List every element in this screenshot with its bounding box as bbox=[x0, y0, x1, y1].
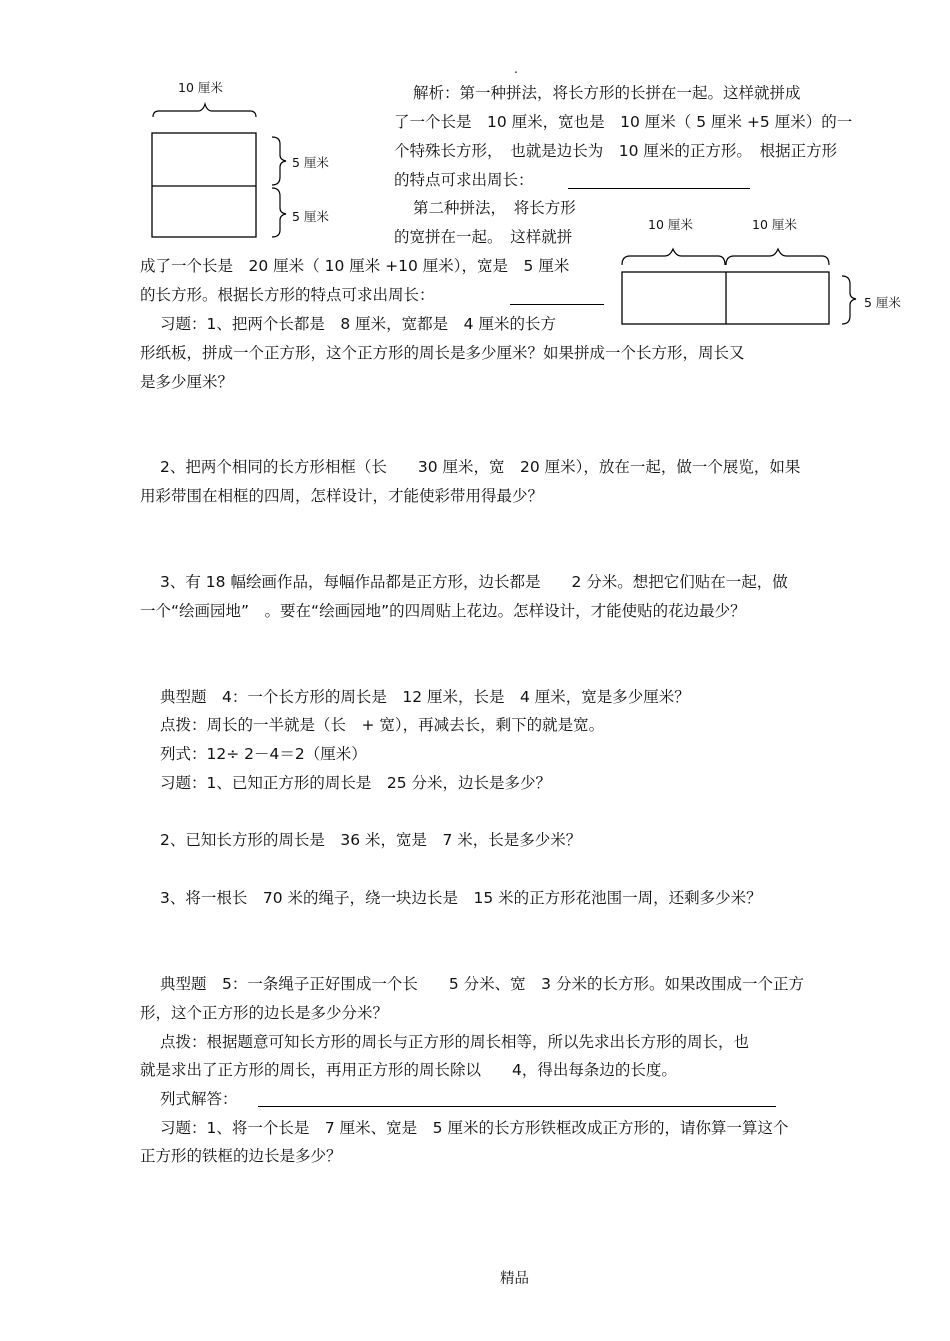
analysis-line-8: 的长方形。根据长方形的特点可求出周长： bbox=[140, 286, 435, 304]
example-4-exercise-1: 习题：1、已知正方形的周长是 25 分米，边长是多少？ bbox=[160, 774, 552, 792]
analysis-line-3: 个特殊长方形， 也就是边长为 10 厘米的正方形。 根据正方形 bbox=[394, 142, 838, 160]
exercise-2-line-1: 2、把两个相同的长方形相框（长 30 厘米，宽 20 厘米），放在一起，做一个展览，如果 bbox=[160, 458, 801, 476]
exercise-1-line-2: 形纸板，拼成一个正方形，这个正方形的周长是多少厘米？如果拼成一个长方形，周长又 bbox=[140, 344, 745, 362]
fig1-side-label-2: 5 厘米 bbox=[292, 209, 329, 224]
fig1-top-label: 10 厘米 bbox=[178, 80, 223, 95]
header-dot: . bbox=[514, 62, 518, 76]
answer-blank-2[interactable] bbox=[510, 304, 604, 305]
example-5-hint-line-1: 点拨：根据题意可知长方形的周长与正方形的周长相等，所以先求出长方形的周长，也 bbox=[160, 1033, 750, 1051]
exercise-3-line-1: 3、有 18 幅绘画作品，每幅作品都是正方形，边长都是 2 分米。想把它们贴在一起，做 bbox=[160, 573, 788, 591]
example-4-exercise-2: 2、已知长方形的周长是 36 米，宽是 7 米，长是多少米？ bbox=[160, 831, 582, 849]
analysis-line-6: 的宽拼在一起。 这样就拼 bbox=[394, 228, 573, 246]
exercise-2-line-2: 用彩带围在相框的四周，怎样设计，才能使彩带用得最少？ bbox=[140, 487, 544, 505]
example-5-hint-line-2: 就是求出了正方形的周长，再用正方形的周长除以 4，得出每条边的长度。 bbox=[140, 1061, 677, 1079]
example-4-hint: 点拨：周长的一半就是（长 + 宽），再减去长，剩下的就是宽。 bbox=[160, 716, 605, 734]
answer-blank-1[interactable] bbox=[568, 188, 750, 189]
exercise-1-line-1: 习题：1、把两个长都是 8 厘米，宽都是 4 厘米的长方 bbox=[160, 315, 556, 333]
example-4-formula: 列式：12÷ 2－4＝2（厘米） bbox=[160, 745, 367, 763]
analysis-line-2: 了一个长是 10 厘米，宽也是 10 厘米（ 5 厘米 +5 厘米）的一 bbox=[394, 113, 853, 131]
example-5-exercise-line-2: 正方形的铁框的边长是多少？ bbox=[140, 1147, 342, 1165]
fig2-side-label: 5 厘米 bbox=[864, 295, 901, 310]
analysis-line-7: 成了一个长是 20 厘米（ 10 厘米 +10 厘米），宽是 5 厘米 bbox=[140, 257, 570, 275]
fig2-top-label-1: 10 厘米 bbox=[648, 217, 693, 232]
exercise-1-line-3: 是多少厘米？ bbox=[140, 373, 234, 391]
example-5-exercise-line-1: 习题：1、将一个长是 7 厘米、宽是 5 厘米的长方形铁框改成正方形的，请你算一算这个 bbox=[160, 1119, 789, 1137]
example-5-title-line-2: 形，这个正方形的边长是多少分米？ bbox=[140, 1004, 389, 1022]
example-4-title: 典型题 4：一个长方形的周长是 12 厘米，长是 4 厘米，宽是多少厘米？ bbox=[160, 688, 690, 706]
example-5-answer-label: 列式解答： bbox=[160, 1090, 238, 1108]
example-4-exercise-3: 3、将一根长 70 米的绳子，绕一块边长是 15 米的正方形花池围一周，还剩多少米？ bbox=[160, 889, 762, 907]
analysis-line-1: 解析：第一种拼法，将长方形的长拼在一起。这样就拼成 bbox=[413, 84, 801, 102]
answer-blank-3[interactable] bbox=[258, 1106, 776, 1107]
analysis-line-4: 的特点可求出周长： bbox=[394, 171, 534, 189]
example-5-title-line-1: 典型题 5：一条绳子正好围成一个长 5 分米、宽 3 分米的长方形。如果改围成一个正方 bbox=[160, 975, 804, 993]
fig1-side-label-1: 5 厘米 bbox=[292, 155, 329, 170]
exercise-3-line-2: 一个“绘画园地” 。要在“绘画园地”的四周贴上花边。怎样设计，才能使贴的花边最少？ bbox=[140, 602, 746, 620]
analysis-line-5: 第二种拼法， 将长方形 bbox=[413, 199, 576, 217]
fig2-top-label-2: 10 厘米 bbox=[752, 217, 797, 232]
page-footer: 精品 bbox=[500, 1271, 529, 1287]
